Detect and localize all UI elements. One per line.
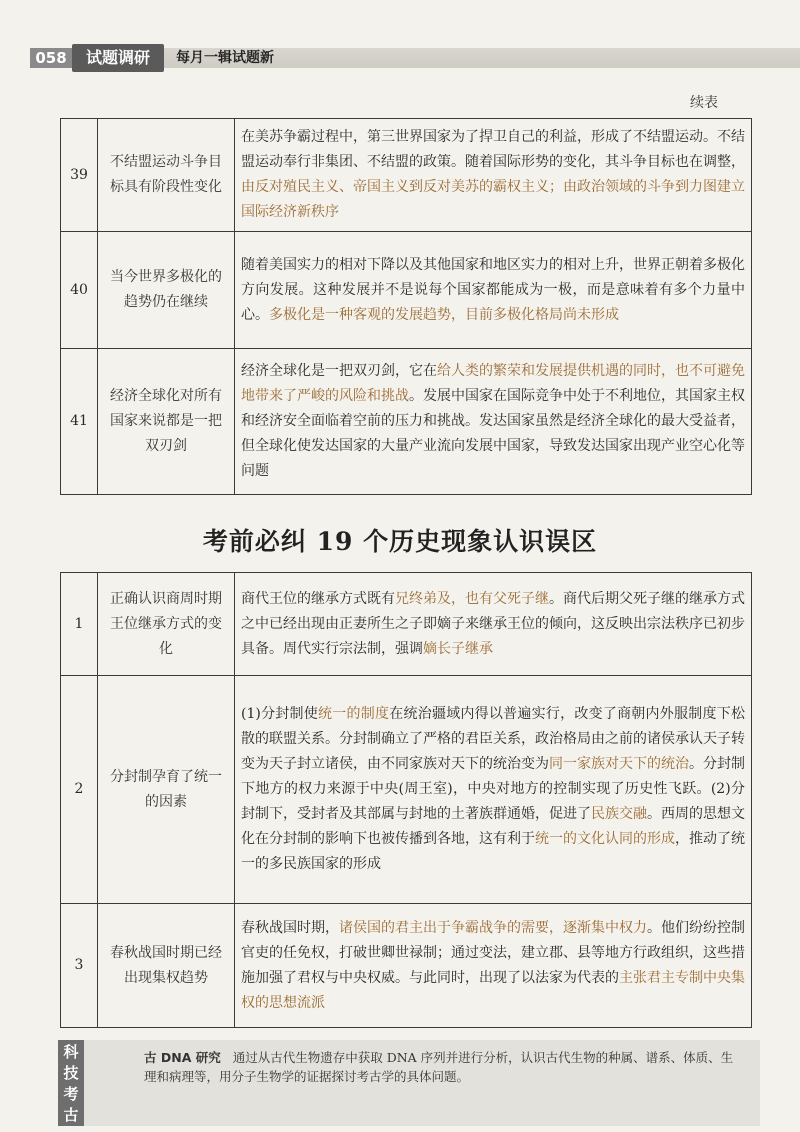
row-content	[235, 573, 752, 676]
content-highlight: 民族交融	[591, 806, 647, 822]
content-text: 。他们纷纷控制官吏的任免权，打破世卿世禄制；通过变法，建立郡、县等地方行政组织，这些措施加强了君权与中央权威。与此同时，出现了以法家为代表的	[241, 919, 745, 986]
row-number: 3	[61, 904, 98, 1028]
row-number: 41	[61, 349, 98, 495]
footer-note	[84, 1040, 760, 1126]
content-text: 商代王位的继承方式既有	[241, 590, 395, 607]
row-topic: 经济全球化对所有国家来说都是一把双刃剑	[98, 349, 235, 495]
content-text: 。西周的思想文化在分封制的影响下也被传播到各地，这有利于	[241, 806, 745, 847]
content-highlight: 由反对殖民主义、帝国主义到反对美苏的霸权主义；由政治领域的斗争到力图建立国际经济新秩序	[241, 179, 745, 220]
table-row	[61, 904, 752, 1028]
section-title: 考前必纠 19 个历史现象认识误区	[202, 527, 598, 556]
row-content	[235, 349, 752, 495]
row-content	[235, 904, 752, 1028]
content-text: ，推动了统一的多民族国家的形成	[241, 831, 745, 872]
row-content	[235, 232, 752, 349]
footer-term: 古 DNA 研究	[144, 1050, 221, 1065]
page-header	[0, 36, 800, 80]
section-name: 试题调研	[72, 44, 164, 72]
content-text: 春秋战国时期，	[241, 919, 339, 936]
content-highlight: 统一的制度	[318, 706, 390, 722]
table-row	[61, 232, 752, 349]
content-text: 随着美国实力的相对下降以及其他国家和地区实力的相对上升，世界正朝着多极化方向发展。这种发展并不是说每个国家都能成为一极，而是意味着有多个力量中心。	[241, 256, 745, 323]
table-row	[61, 676, 752, 904]
page-number: 058	[30, 48, 72, 68]
row-topic: 春秋战国时期已经出现集权趋势	[98, 904, 235, 1028]
content-highlight: 兄终弟及，也有父死子继	[395, 590, 549, 607]
content-text: 。发展中国家在国际竞争中处于不利地位，其国家主权和经济安全面临着空前的压力和挑战。发达国家虽然是经济全球化的最大受益者，但全球化使发达国家的大量产业流向发展中国家，导致发达国家出现产业空心化等问题	[241, 388, 745, 479]
row-content	[235, 676, 752, 904]
series-name: 每月一辑试题新	[176, 50, 274, 66]
content-highlight: 统一的文化认同的形成	[535, 831, 675, 847]
content-text: 。商代后期父死子继的继承方式之中已经出现由正妻所生之子即嫡子来继承王位的倾向，这反映出宗法秩序已初步具备。周代实行宗法制，强调	[241, 590, 745, 657]
row-topic: 当今世界多极化的趋势仍在继续	[98, 232, 235, 349]
row-number: 40	[61, 232, 98, 349]
row-topic: 分封制孕育了统一的因素	[98, 676, 235, 904]
content-highlight: 多极化是一种客观的发展趋势，目前多极化格局尚未形成	[269, 306, 619, 323]
content-text: 在美苏争霸过程中，第三世界国家为了捍卫自己的利益，形成了不结盟运动。不结盟运动奉行非集团、不结盟的政策。随着国际形势的变化，其斗争目标也在调整，	[241, 129, 745, 170]
content-text: 经济全球化是一把双刃剑，它在	[241, 363, 437, 379]
content-text: 在统治疆域内得以普遍实行，改变了商朝内外服制度下松散的联盟关系。分封制确立了严格的君臣关系，政治格局由之前的诸侯承认天子转变为天子封立诸侯，由不同家族对天下的统治变为	[241, 706, 745, 772]
table-row	[61, 573, 752, 676]
row-topic: 不结盟运动斗争目标具有阶段性变化	[98, 119, 235, 232]
content-highlight: 诸侯国的君主出于争霸战争的需要，逐渐集中权力	[339, 919, 647, 936]
table-continued	[60, 118, 752, 495]
continued-label: 续表	[690, 95, 718, 111]
content-highlight: 嫡长子继承	[423, 640, 493, 657]
row-number: 39	[61, 119, 98, 232]
row-topic: 正确认识商周时期王位继承方式的变化	[98, 573, 235, 676]
table-row	[61, 119, 752, 232]
content-text: (1)分封制使	[241, 706, 319, 722]
footer-text: 通过从古代生物遗存中获取 DNA 序列并进行分析，认识古代生物的种属、谱系、体质、生理和病理等，用分子生物学的证据探讨考古学的具体问题。	[144, 1050, 734, 1084]
content-highlight: 主张君主专制中央集权的思想流派	[241, 969, 745, 1011]
content-text: 。分封制下地方的权力来源于中央(周王室)，中央对地方的控制实现了历史性飞跃。(2)分封制下，受封者及其部属与封地的土著族群通婚，促进了	[241, 756, 745, 822]
row-number: 2	[61, 676, 98, 904]
content-highlight: 给人类的繁荣和发展提供机遇的同时，也不可避免地带来了严峻的风险和挑战	[241, 363, 745, 404]
row-number: 1	[61, 573, 98, 676]
content-highlight: 同一家族对天下的统治	[549, 756, 689, 772]
table-misconceptions	[60, 572, 752, 1028]
sidebar-label: 科 技 考 古	[58, 1040, 84, 1126]
row-content	[235, 119, 752, 232]
table-row	[61, 349, 752, 495]
